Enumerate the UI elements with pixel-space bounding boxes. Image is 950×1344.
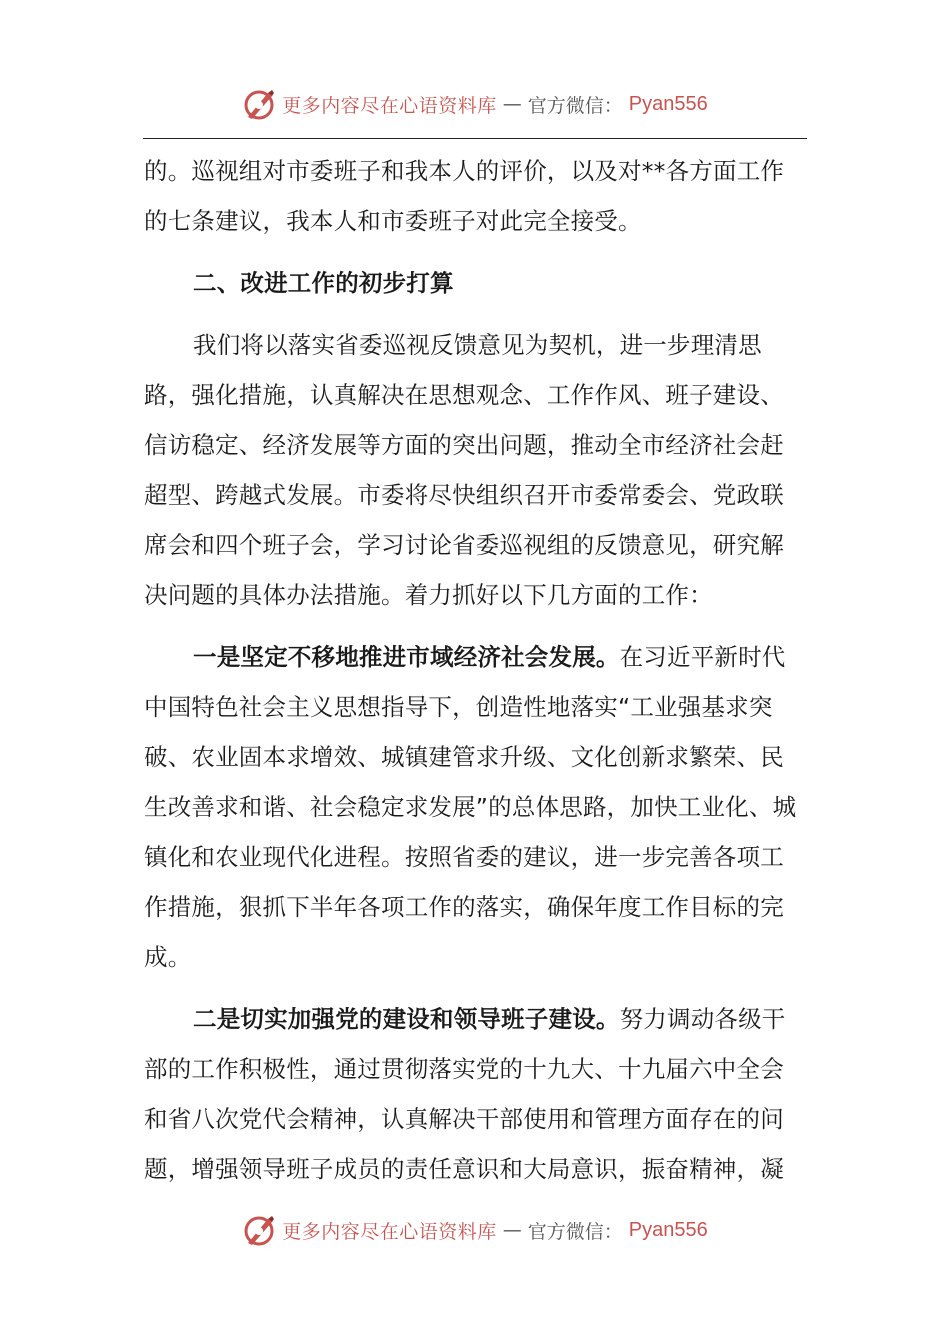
pen-circle-logo-icon (242, 87, 276, 121)
paragraph-item-1 (144, 632, 800, 982)
header-banner (0, 84, 950, 124)
header-banner-inner (242, 87, 708, 121)
paragraph-item-2 (144, 994, 800, 1194)
footer-wechat-label: 官方微信： (527, 1220, 623, 1243)
footer-site-text: 更多内容尽在心语资料库 (282, 1220, 497, 1243)
paragraph-continued: 的。巡视组对市委班子和我本人的评价，以及对**各方面工作的七条建议，我本人和市委班子对此完全接受。 (144, 157, 785, 235)
header-dash: — (502, 93, 522, 115)
footer-dash: — (502, 1219, 522, 1241)
header-divider (143, 138, 807, 139)
footer-banner (0, 1210, 950, 1250)
item-1-text: 在习近平新时代中国特色社会主义思想指导下，创造性地落实“工业强基求突破、农业固本求增效、城镇建管求升级、文化创新求繁荣、民生改善求和谐、社会稳定求发展”的总体思路，加快工业化、城镇化和农业现代化进程。按照省委的建议，进一步完善各项工作措施，狠抓下半年各项工作的落实，确保年度工作目标的完成。 (144, 643, 797, 971)
item-2-lead: 二是切实加强党的建设和领导班子建设。 (193, 1005, 620, 1033)
document-body (144, 146, 800, 1194)
header-wechat-id: Pyan556 (628, 92, 708, 115)
pen-circle-logo-icon (242, 1213, 276, 1247)
item-2-text: 努力调动各级干部的工作积极性，通过贯彻落实党的十九大、十九届六中全会和省八次党代会精神，认真解决干部使用和管理方面存在的问题，增强领导班子成员的责任意识和大局意识，振奋精神，凝 (144, 1005, 786, 1183)
footer-wechat-id: Pyan556 (628, 1218, 708, 1241)
header-wechat-label: 官方微信： (527, 94, 623, 117)
paragraph-intro: 我们将以落实省委巡视反馈意见为契机，进一步理清思路，强化措施，认真解决在思想观念、工作作风、班子建设、信访稳定、经济发展等方面的突出问题，推动全市经济社会赶超型、跨越式发展。市委将尽快组织召开市委常委会、党政联席会和四个班子会，学习讨论省委巡视组的反馈意见，研究解决问题的具体办法措施。着力抓好以下几方面的工作： (144, 331, 784, 609)
item-1-lead: 一是坚定不移地推进市域经济社会发展。 (193, 643, 620, 671)
header-site-text: 更多内容尽在心语资料库 (282, 94, 497, 117)
footer-banner-inner (242, 1213, 708, 1247)
section-heading: 二、改进工作的初步打算 (193, 269, 454, 297)
